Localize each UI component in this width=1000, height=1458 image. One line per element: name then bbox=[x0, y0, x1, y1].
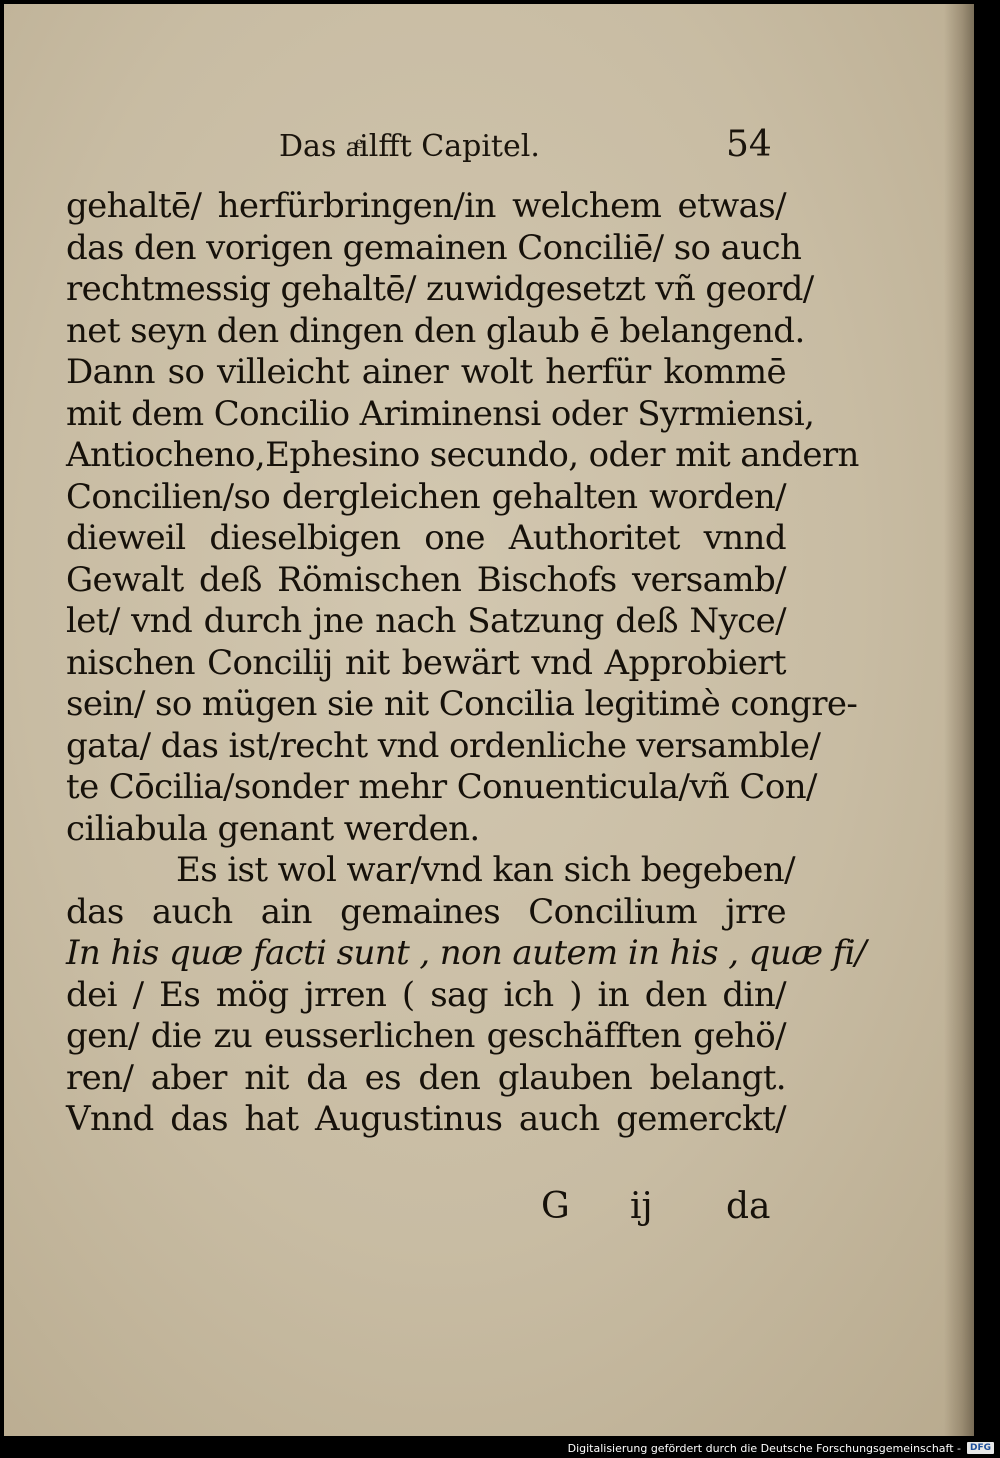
text-line: te Cōcilia/sonder mehr Conuenticula/vñ Con/ bbox=[66, 767, 817, 807]
text-line: gata/ das ist/recht vnd ordenliche versamble/ bbox=[66, 725, 821, 766]
credit-text: Digitalisierung gefördert durch die Deutsche Forschungsgemeinschaft - bbox=[567, 1441, 961, 1455]
text-line: das auch ain gemaines Concilium jrre bbox=[66, 891, 786, 932]
text-line: Concilien/so dergleichen gehalten worden/ bbox=[66, 476, 786, 517]
text-line: ren/ aber nit da es den glauben belangt. bbox=[66, 1057, 786, 1098]
text-line: sein/ so mügen sie nit Concilia legitimè congre- bbox=[66, 684, 858, 724]
text-line: net seyn den dingen den glaub ē belangend. bbox=[66, 310, 805, 351]
body-text bbox=[66, 186, 866, 1141]
text-line: das den vorigen gemainen Conciliē/ so auch bbox=[66, 227, 802, 268]
text-line: gehaltē/ herfürbringen/in welchem etwas/ bbox=[66, 186, 786, 226]
text-line: nischen Concilij nit bewärt vnd Approbiert bbox=[66, 642, 786, 683]
text-line: Antiocheno,Ephesino secundo, oder mit andern bbox=[66, 435, 859, 475]
signature-mark: G bbox=[541, 1186, 570, 1227]
text-line: Gewalt deß Römischen Bischofs versamb/ bbox=[66, 559, 786, 600]
digitization-credit bbox=[568, 1440, 994, 1456]
text-line: mit dem Concilio Ariminensi oder Syrmiensi, bbox=[66, 393, 815, 434]
text-line: rechtmessig gehaltē/ zuwidgesetzt vñ geord/ bbox=[66, 269, 814, 309]
text-line: let/ vnd durch jne nach Satzung deß Nyce/ bbox=[66, 601, 786, 641]
text-line: dieweil dieselbigen one Authoritet vnnd bbox=[66, 518, 786, 558]
text-line: dei / Es mög jrren ( sag ich ) in den din/ bbox=[66, 974, 786, 1015]
latin-text-line: In his quæ facti sunt , non autem in his , quæ fi/ bbox=[66, 933, 866, 973]
text-line: Vnnd das hat Augustinus auch gemerckt/ bbox=[66, 1099, 786, 1139]
paragraph-start-line: Es ist wol war/vnd kan sich begeben/ bbox=[176, 850, 795, 890]
running-title: Das aͤilfft Capitel. bbox=[279, 129, 540, 164]
folio-number: 54 bbox=[726, 124, 772, 165]
text-line: Dann so villeicht ainer wolt herfür kommē bbox=[66, 352, 786, 392]
signature-number: ij bbox=[630, 1186, 653, 1227]
dfg-logo: DFG bbox=[967, 1442, 994, 1454]
page-edge-shadow bbox=[944, 4, 974, 1436]
text-line: gen/ die zu eusserlichen geschäfften gehö/ bbox=[66, 1016, 786, 1056]
book-page bbox=[4, 4, 974, 1436]
catchword: da bbox=[726, 1186, 771, 1227]
text-line: ciliabula genant werden. bbox=[66, 808, 480, 849]
